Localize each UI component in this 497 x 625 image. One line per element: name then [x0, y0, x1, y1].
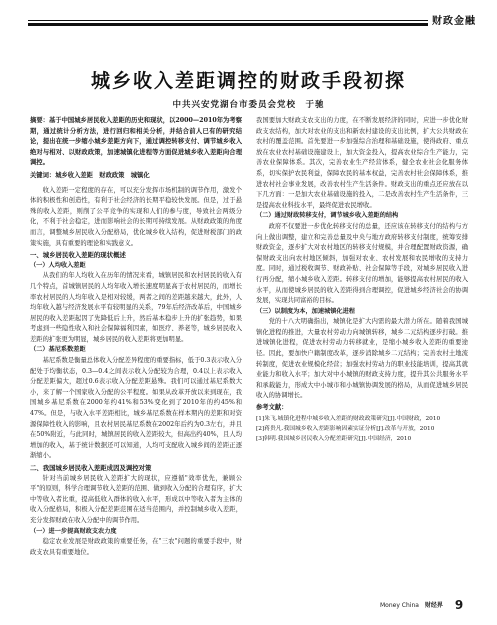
- magazine-name: 财经界: [424, 602, 443, 609]
- reference-item: [3]韩明.我国城乡居民收入分配差距研究[J].中国经济，2010: [256, 435, 412, 442]
- subsection-heading: （三）以制度为本，加速城镇化进程: [256, 307, 355, 315]
- body-paragraph: 针对当前城乡居民收入差距扩大的现状，应遵循"效率优先，兼顾公平"的原则，科学合理调节收入差距的范围、做到收入分配的合理有序，扩大中等收入者比重，提高低收入群体的收入水平，形成以中等收入者为主体的收入分配格局，积极入分配差距范围在适当范围内，并控制城乡收入差距，充分发挥财政在收入分配中的调节作用。: [30, 474, 242, 524]
- header-rule-thick: [28, 23, 428, 26]
- page-footer: [380, 598, 463, 612]
- right-column: [256, 116, 468, 444]
- page-number: 9: [454, 598, 464, 612]
- subsection-heading: （一）人均收入差距: [30, 261, 86, 269]
- body-paragraph: 稳定农业发展是财政政策的重要任务，在"三农"问题的重要手段中，财政支农具有重要地位。: [30, 538, 242, 556]
- section-label: 财政金融: [432, 16, 476, 27]
- article-title: 城乡收入差距调控的财政手段初探: [90, 70, 406, 92]
- references-heading: 参考文献：: [256, 404, 288, 412]
- keywords: 关键词：城乡收入差距 财政政策 城镇化: [30, 171, 150, 179]
- body-paragraph: 党的十八大明确指出，城镇化是扩大内需的最大潜力所在。随着我国城镇化进程的推进，大量农村劳动力向城镇转移，城乡二元结构逐步打破。推进城镇化进程，促进农村劳动力转移就业，是缩小城乡收入差距的重要途径。因此，要加快户籍制度改革，逐步消除城乡二元结构；完善农村土地流转制度，促进农业规模化经营；加强农村劳动力的职业技能培训，提高其就业能力和收入水平；加大对中小城镇的财政支持力度，提升其公共服务水平和承载能力，形成大中小城市和小城镇协调发展的格局，从而促进城乡居民收入的协调增长。: [256, 318, 468, 400]
- subsection-heading: （二）通过财政转移支付，调节城乡收入差距的结构: [256, 212, 399, 220]
- left-column: [30, 116, 242, 558]
- section-heading: 一、城乡居民收入差距的现状概述: [30, 251, 126, 260]
- abstract: 摘要：基于中国城乡居民收入差距的历史和现状，以2000—2010年为考察期，通过统计分析方法，进行回归和相关分析，并结合前人已有的研究结论，提出在统一步缩小城乡差距方向下，通过调控转移支付、调节城乡收入绝对与相对、以财政政策，加速城镇化进程等方面促进城乡收入差距向合理调控。: [30, 117, 242, 167]
- reference-item: [1]朱飞.城镇化进程中城乡收入差距的财政政策研究[J].中国财政，2010: [256, 415, 441, 422]
- reference-item: [2]蒋贵凡.我国城乡收入差距影响因素实证分析[J].改革与开放，2010: [256, 425, 435, 432]
- author-line: 中共兴安党湖台市委员会党校 于驰: [172, 100, 325, 110]
- journal-name: Money China: [380, 602, 419, 609]
- intro-paragraph: 收入差距一定程度的存在，可以充分发挥市场机制的调节作用，激发个体的积极性和创造性，有利于社会经济的长期平稳较快发展。但是，过于悬殊的收入差距，则削了公平竞争的实现和人们的参与度，导致社会两级分化，不利于社会稳定，进而影响社会的长期可持续发展。从财政政策的角度而言，调整城乡居民收入分配格局，优化城乡收入结构，促进财税部门的政策实施，具有重要的理论和实践意义。: [30, 186, 242, 247]
- body-paragraph: 基尼系数是衡量总体收入分配差异程度的重要指标，低于0.3表示收入分配处于均衡状态，0.3—0.4之间表示收入分配较为合理，0.4以上表示收入分配差距偏大，超过0.6表示收入分配差距悬殊。我们可以通过基尼系数大小，来了解一个国家收入分配的公平程度。如果从改革开放以来到现在，我国城乡基尼系数在2000年约41%和53%变化到了2010年的约45%和47%。但是，与收入水平差距相比，城乡基尼系数在样本期内的差距和对资源保障性收入的影响，且农村居民基尼系数在2002年后约为0.3左右，并且在50%附近，与此同时，城镇居民的收入差距较大，但高出约40%，且人均增加的收入，基于统计数据还可以知道，人均可支配收入城乡间的差距正逐渐缩小。: [30, 357, 242, 460]
- body-paragraph: 政府不仅要进一步优化转移支付的总量，还应该在转移支付的结构与方向上做出调整，建立和完善总量及中央与地方政府转移支付制度，统筹安排财政资金，逐步扩大对农村地区的转移支付规模，并合理配置财政资源，确保财政支出向农村地区倾斜，加强对农业、农村发展和农民增收的支持力度。同时，通过税收调节、财政补贴、社会保障等手段，对城乡居民收入进行再分配，缩小城乡收入差距。转移支付的增加，能够提高农村居民的收入水平，从而使城乡居民的收入差距得到合理调控，促进城乡经济社会的协调发展，实现共同富裕的目标。: [256, 222, 468, 305]
- body-paragraph: 我国要加大财政支农支出的力度，在不断发展经济的同时，应进一步优化财政支农结构，加大对农业的支出和新农村建设的支出比例，扩大公共财政在农村的覆盖范围。首先要进一步加强综合治理和基础设施，使得政府、重点放在农业农村基础设施建设上，加大资金投入，提高农业综合生产能力，完善农业保障体系。其次，完善农业生产经营体系，健全农业社会化服务体系，切实保护农民利益，保障农民的基本权益，完善农村社会保障体系，推进农村社会事业发展，改善农村生产生活条件。财政支出的重点还应放在以下几方面：一是加大农业基础设施的投入，二是改善农村生产生活条件，三是提高农业科技水平，最终促进农民增收。: [256, 117, 468, 209]
- body-paragraph: 从我们的年人均收入在历年的情况来看，城镇居民和农村居民的收入有几个特点，首城镇居民的人均年收入增长速度明显高于农村居民的，而增长率农村居民的人均年收入是相对较缓，两者之间的差距越来越大，此外，人均年收入越与经济发展水平有较明显的关系，79年后经济改革后，中国城乡居民的收入差距起因了先降低后上升，然后基本稳步上升的扩张趋势，如果考虑到一些隐性收入和社会保障福利因素，如医疗、养老等，城乡居民收入差距的扩张更为明显，城乡居民的收入差距将更加明显。: [30, 272, 242, 343]
- header-rule-thin: [28, 20, 428, 21]
- subsection-heading: （一）进一步提高财政支农力度: [30, 527, 117, 535]
- section-heading: 二、我国城乡居民收入差距成因及调控对策: [30, 464, 152, 472]
- subsection-heading: （二）基尼系数差距: [30, 346, 86, 354]
